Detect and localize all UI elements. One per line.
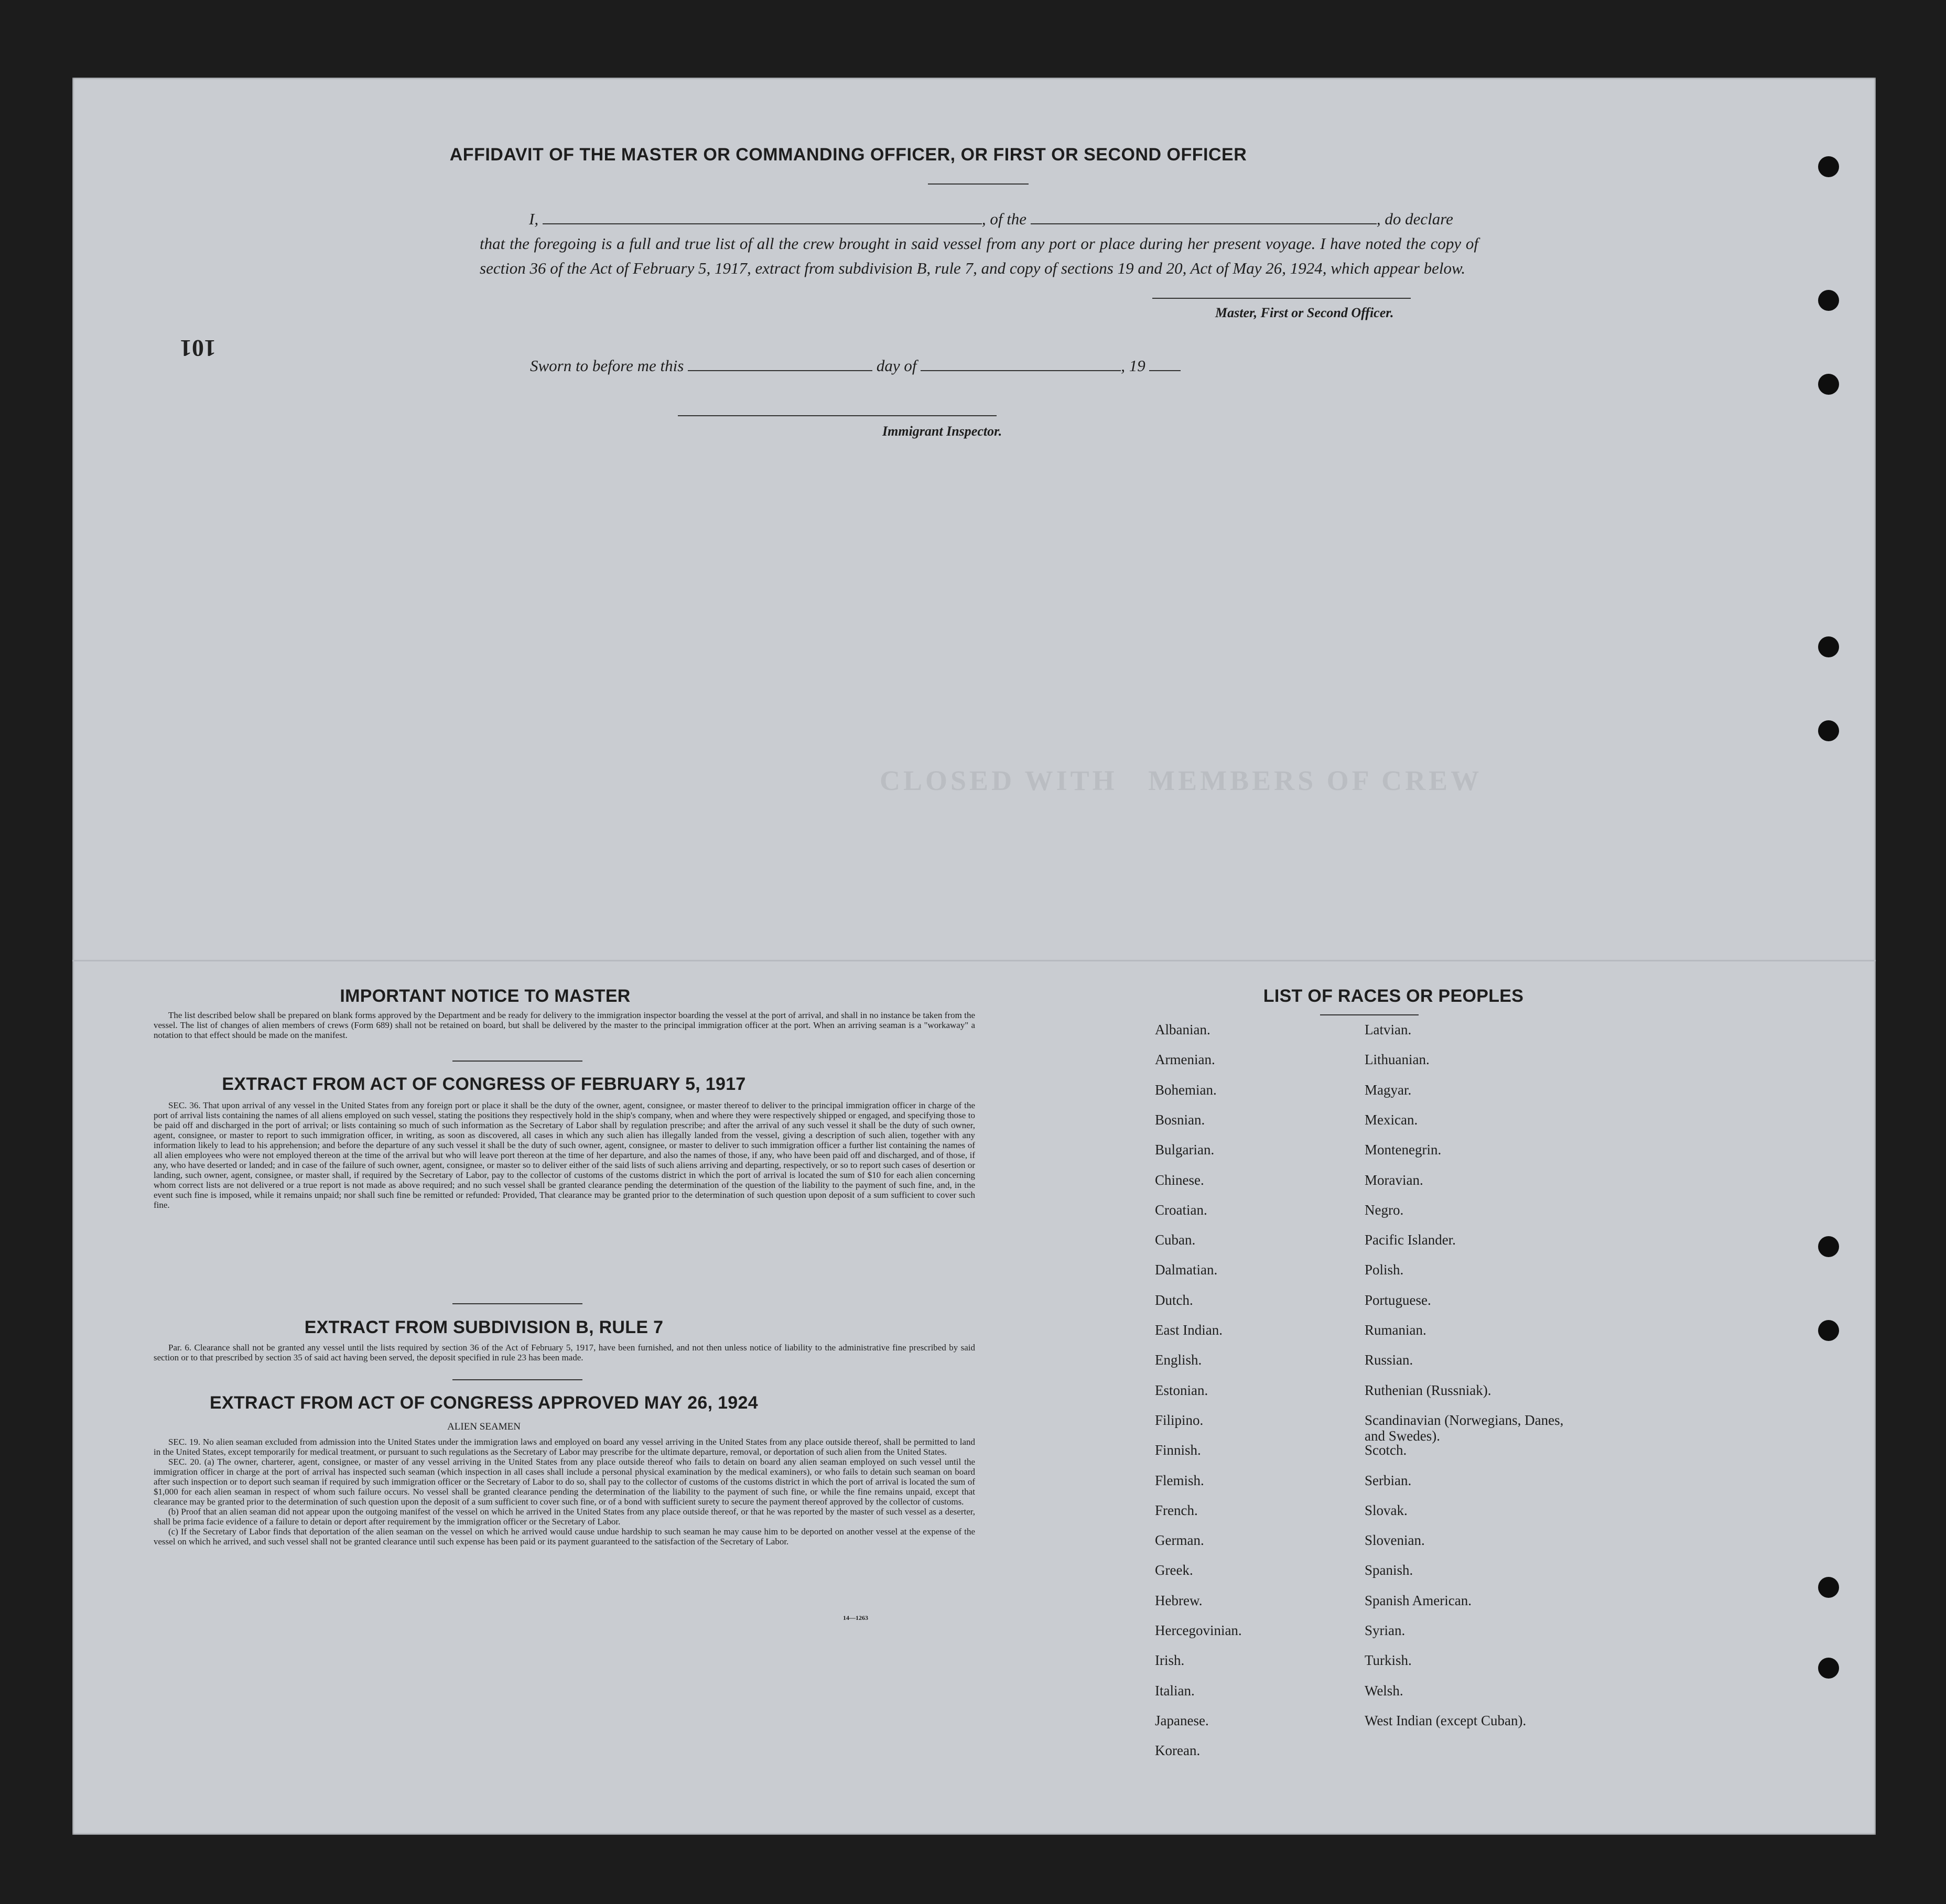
races-title: LIST OF RACES OR PEOPLES — [1263, 986, 1524, 1006]
affidavit-first-line — [529, 207, 1478, 231]
affidavit-i: I, — [529, 210, 539, 228]
alien-seamen-subtitle: ALIEN SEAMEN — [447, 1421, 521, 1432]
race-item: Portuguese. — [1365, 1292, 1431, 1308]
notice-paragraph: The list described below shall be prepared on blank forms approved by the Department and be ready for delivery to the immigration inspector boarding the vessel at the port of arrival, and shall in no instance be taken from the vessel. The list of changes of alien members of crews (Form 689) shall not be retained on board, but shall be delivered by the master to the principal immigration officer at the port. When an arriving seaman is a "workaway" a notation to that effect should be made on the manifest. — [154, 1010, 975, 1040]
race-item: Turkish. — [1365, 1652, 1412, 1669]
race-item: Syrian. — [1365, 1622, 1406, 1638]
race-item: English. — [1155, 1352, 1202, 1368]
race-item: Russian. — [1365, 1352, 1413, 1368]
race-item: Hercegovinian. — [1155, 1622, 1242, 1638]
rule7-rule — [452, 1379, 582, 1380]
race-item: Chinese. — [1155, 1172, 1204, 1188]
notices-panel — [72, 960, 1876, 1835]
race-item: Magyar. — [1365, 1081, 1412, 1098]
race-item: Bosnian. — [1155, 1111, 1205, 1128]
rule7-title: EXTRACT FROM SUBDIVISION B, RULE 7 — [304, 1317, 664, 1337]
races-rule — [1320, 1014, 1419, 1015]
notice-rule — [452, 1061, 582, 1062]
race-item: Italian. — [1155, 1682, 1195, 1699]
punch-hole — [1818, 1658, 1839, 1679]
race-item: Montenegrin. — [1365, 1142, 1442, 1158]
section-20b-paragraph: (b) Proof that an alien seaman did not appear upon the outgoing manifest of the vessel on which he arrived in the United States from any place outside thereof, or that he was reported by the master of such vessel as a deserter, shall be prima facie evidence of a failure to detain or deport after requirement by the immigration officer or the Secretary of Labor. — [154, 1507, 975, 1527]
title-rule — [928, 183, 1029, 185]
race-item: German. — [1155, 1532, 1204, 1549]
race-item: East Indian. — [1155, 1322, 1223, 1338]
margin-mark: 101 — [180, 335, 216, 362]
punch-hole — [1818, 374, 1839, 395]
race-item: Negro. — [1365, 1202, 1404, 1218]
race-item: Finnish. — [1155, 1442, 1201, 1458]
race-item: Japanese. — [1155, 1712, 1209, 1728]
race-item: Slovak. — [1365, 1502, 1408, 1518]
race-item: Korean. — [1155, 1743, 1201, 1759]
race-item: Latvian. — [1365, 1022, 1412, 1037]
race-item: Dalmatian. — [1155, 1262, 1218, 1278]
race-item: Bohemian. — [1155, 1081, 1217, 1098]
affidavit-declare: , do declare — [1376, 210, 1453, 228]
punch-hole — [1818, 1320, 1839, 1341]
race-item: Greek. — [1155, 1562, 1193, 1578]
extract-1917-title: EXTRACT FROM ACT OF CONGRESS OF FEBRUARY 5, 1917 — [222, 1074, 746, 1094]
master-signature-field[interactable] — [1152, 297, 1411, 299]
vessel-name-field[interactable] — [1031, 210, 1377, 224]
race-item: Hebrew. — [1155, 1592, 1203, 1608]
extract-1917-rule — [452, 1303, 582, 1304]
race-item: Cuban. — [1155, 1232, 1196, 1248]
affidavit-text: that the foregoing is a full and true list of all the crew brought in said vessel from any port or place during her present voyage. I have noted the copy of section 36 of the Act of February 5, 1917, extract from subdivision B, rule 7, and copy of sections 19 and 20, Act of May 26, 1924, which appear below. — [480, 234, 1478, 277]
bleed-through-text: CLOSED WITH MEMBERS OF CREW — [880, 765, 1483, 796]
race-item: Serbian. — [1365, 1472, 1412, 1488]
section-36-paragraph: SEC. 36. That upon arrival of any vessel in the United States from any foreign port or place it shall be the duty of the owner, agent, consignee, or master thereof to deliver to the principal immigration officer in charge of the port of arrival lists containing the names of all aliens employed on such vessel, stating the positions they respectively hold in the ship's company, when and where they were respectively shipped or engaged, and specifying those to be paid off and discharged in the port of arrival; or lists containing so much of such information as the Secretary of Labor shall by regulation prescribe; and after the arrival of any such vessel it shall be the duty of such owner, agent, consignee, or master to report to such immigration officer, in writing, as soon as discovered, all cases in which any such alien has illegally landed from the vessel, giving a description of such alien, together with any information likely to lead to his apprehension; and before the departure of any such vessel it shall be the duty of such owner, agent, consignee, or master to deliver to such immigration officer a further list containing the names of all alien employees who were not employed thereon at the time of the arrival but who will leave port thereon at the time of her departure, and also the names of those, if any, who have been paid off and discharged, and of those, if any, who have deserted or landed; and in case of the failure of such owner, agent, consignee, or master so to deliver either of the said lists of such aliens arriving and departing, respectively, or so to report such cases of desertion or landing, such owner, agent, consignee, or master shall, if required by the Secretary of Labor, pay to the collector of customs of the customs district in which the port of arrival is located the sum of $10 for each alien concerning whom correct lists are not delivered or a true report is not made as above required; and no such vessel shall be granted clearance pending the determination of the question of the liability to the payment of such fine, and, in the event such fine is imposed, while it remains unpaid; nor shall such fine be remitted or refunded: Provided, That clearance may be granted prior to the determination of such question upon deposit of a sum sufficient to cover such fine. — [154, 1100, 975, 1210]
extract-1924-text — [154, 1437, 975, 1546]
sworn-prefix: Sworn to before me this — [530, 356, 684, 375]
race-item: Slovenian. — [1365, 1532, 1425, 1549]
race-item: Dutch. — [1155, 1292, 1193, 1308]
rule7-paragraph: Par. 6. Clearance shall not be granted any vessel until the lists required by section 36 of the Act of February 5, 1917, have been furnished, and not then unless notice of liability to the administrative fine prescribed by said section or to that prescribed by section 35 of said act having been served, the deposit specified in rule 23 has been made. — [154, 1343, 975, 1362]
notice-title: IMPORTANT NOTICE TO MASTER — [340, 986, 631, 1006]
punch-hole — [1818, 156, 1839, 177]
extract-1924-title: EXTRACT FROM ACT OF CONGRESS APPROVED MAY 26, 1924 — [210, 1393, 758, 1413]
inspector-signature-field[interactable] — [678, 414, 997, 416]
sworn-day-of: day of — [876, 356, 917, 375]
inspector-caption: Immigrant Inspector. — [882, 424, 1002, 439]
race-item: Flemish. — [1155, 1472, 1204, 1488]
sworn-line — [530, 356, 1181, 375]
race-item: Estonian. — [1155, 1382, 1208, 1398]
race-item: Armenian. — [1155, 1052, 1215, 1068]
sworn-year-field[interactable] — [1149, 356, 1181, 371]
affidavit-of-the: , of the — [981, 210, 1027, 228]
race-item: Spanish. — [1365, 1562, 1413, 1578]
punch-hole — [1818, 720, 1839, 741]
punch-hole — [1818, 636, 1839, 657]
race-item: Mexican. — [1365, 1111, 1418, 1128]
affidavit-panel — [72, 78, 1876, 960]
race-item: Bulgarian. — [1155, 1142, 1215, 1158]
race-item: Welsh. — [1365, 1682, 1403, 1699]
punch-hole — [1818, 1236, 1839, 1257]
section-20a-paragraph: SEC. 20. (a) The owner, charterer, agent, consignee, or master of any vessel arriving in the United States from any place outside thereof who fails to detain on board any alien seaman employed on such vessel until the immigration officer in charge at the port of arrival has inspected such seaman (which inspection in all cases shall include a personal physical examination by the medical examiners), or who fails to detain such seaman on board after such inspection or to deport such seaman if required by such immigration officer or the Secretary of Labor to do so, shall pay to the collector of customs of the customs district in which the port of arrival is located the sum of $1,000 for each alien seaman in respect of whom such failure occurs. No vessel shall be granted clearance pending the determination of the liability to the payment of such fine, or while the fine remains unpaid, except that clearance may be granted prior to the determination of such question upon the deposit of a sum sufficient to cover such fine, or of a bond with sufficient surety to secure the payment thereof approved by the collector of customs. — [154, 1457, 975, 1507]
race-item: Filipino. — [1155, 1412, 1204, 1428]
race-item: Spanish American. — [1365, 1592, 1472, 1608]
race-item: Scotch. — [1365, 1442, 1407, 1458]
section-20c-paragraph: (c) If the Secretary of Labor finds that deportation of the alien seaman on the vessel on which he arrived would cause undue hardship to such seaman he may cause him to be deported on another vessel at the expense of the vessel on which he arrived, and such vessel shall not be granted clearance until such expense has been paid or its payment guaranteed to the satisfaction of the Secretary of Labor. — [154, 1527, 975, 1546]
section-19-paragraph: SEC. 19. No alien seaman excluded from admission into the United States under the immigration laws and employed on board any vessel arriving in the United States from any place outside thereof, shall be permitted to land in the United States, except temporarily for medical treatment, or pursuant to such regulations as the Secretary of Labor may prescribe for the ultimate departure, removal, or deportation of such alien from the United States. — [154, 1437, 975, 1457]
officer-name-field[interactable] — [543, 210, 982, 224]
race-item: Irish. — [1155, 1652, 1185, 1669]
master-caption: Master, First or Second Officer. — [1215, 305, 1394, 320]
race-item: West Indian (except Cuban). — [1365, 1712, 1527, 1728]
sworn-month-field[interactable] — [921, 356, 1121, 371]
race-item: Moravian. — [1365, 1172, 1423, 1188]
rule7-text — [154, 1343, 975, 1362]
race-item: Scandinavian (Norwegians, Danes, and Swedes). — [1365, 1412, 1564, 1444]
race-item: Albanian. — [1155, 1022, 1210, 1037]
document-sheet — [72, 78, 1876, 1835]
race-item: French. — [1155, 1502, 1198, 1518]
punch-hole — [1818, 1577, 1839, 1598]
notice-text — [154, 1010, 975, 1040]
punch-hole — [1818, 290, 1839, 311]
race-item: Lithuanian. — [1365, 1052, 1430, 1068]
sworn-year: , 19 — [1121, 356, 1145, 375]
form-number: 14—1263 — [843, 1614, 868, 1621]
race-item: Rumanian. — [1365, 1322, 1426, 1338]
affidavit-body — [480, 207, 1478, 280]
race-item: Ruthenian (Russniak). — [1365, 1382, 1491, 1398]
affidavit-title: AFFIDAVIT OF THE MASTER OR COMMANDING OFFICER, OR FIRST OR SECOND OFFICER — [449, 145, 1247, 165]
race-item: Pacific Islander. — [1365, 1232, 1456, 1248]
race-item: Polish. — [1365, 1262, 1404, 1278]
extract-1917-text — [154, 1100, 975, 1210]
race-item: Croatian. — [1155, 1202, 1207, 1218]
sworn-date-field[interactable] — [688, 356, 872, 371]
